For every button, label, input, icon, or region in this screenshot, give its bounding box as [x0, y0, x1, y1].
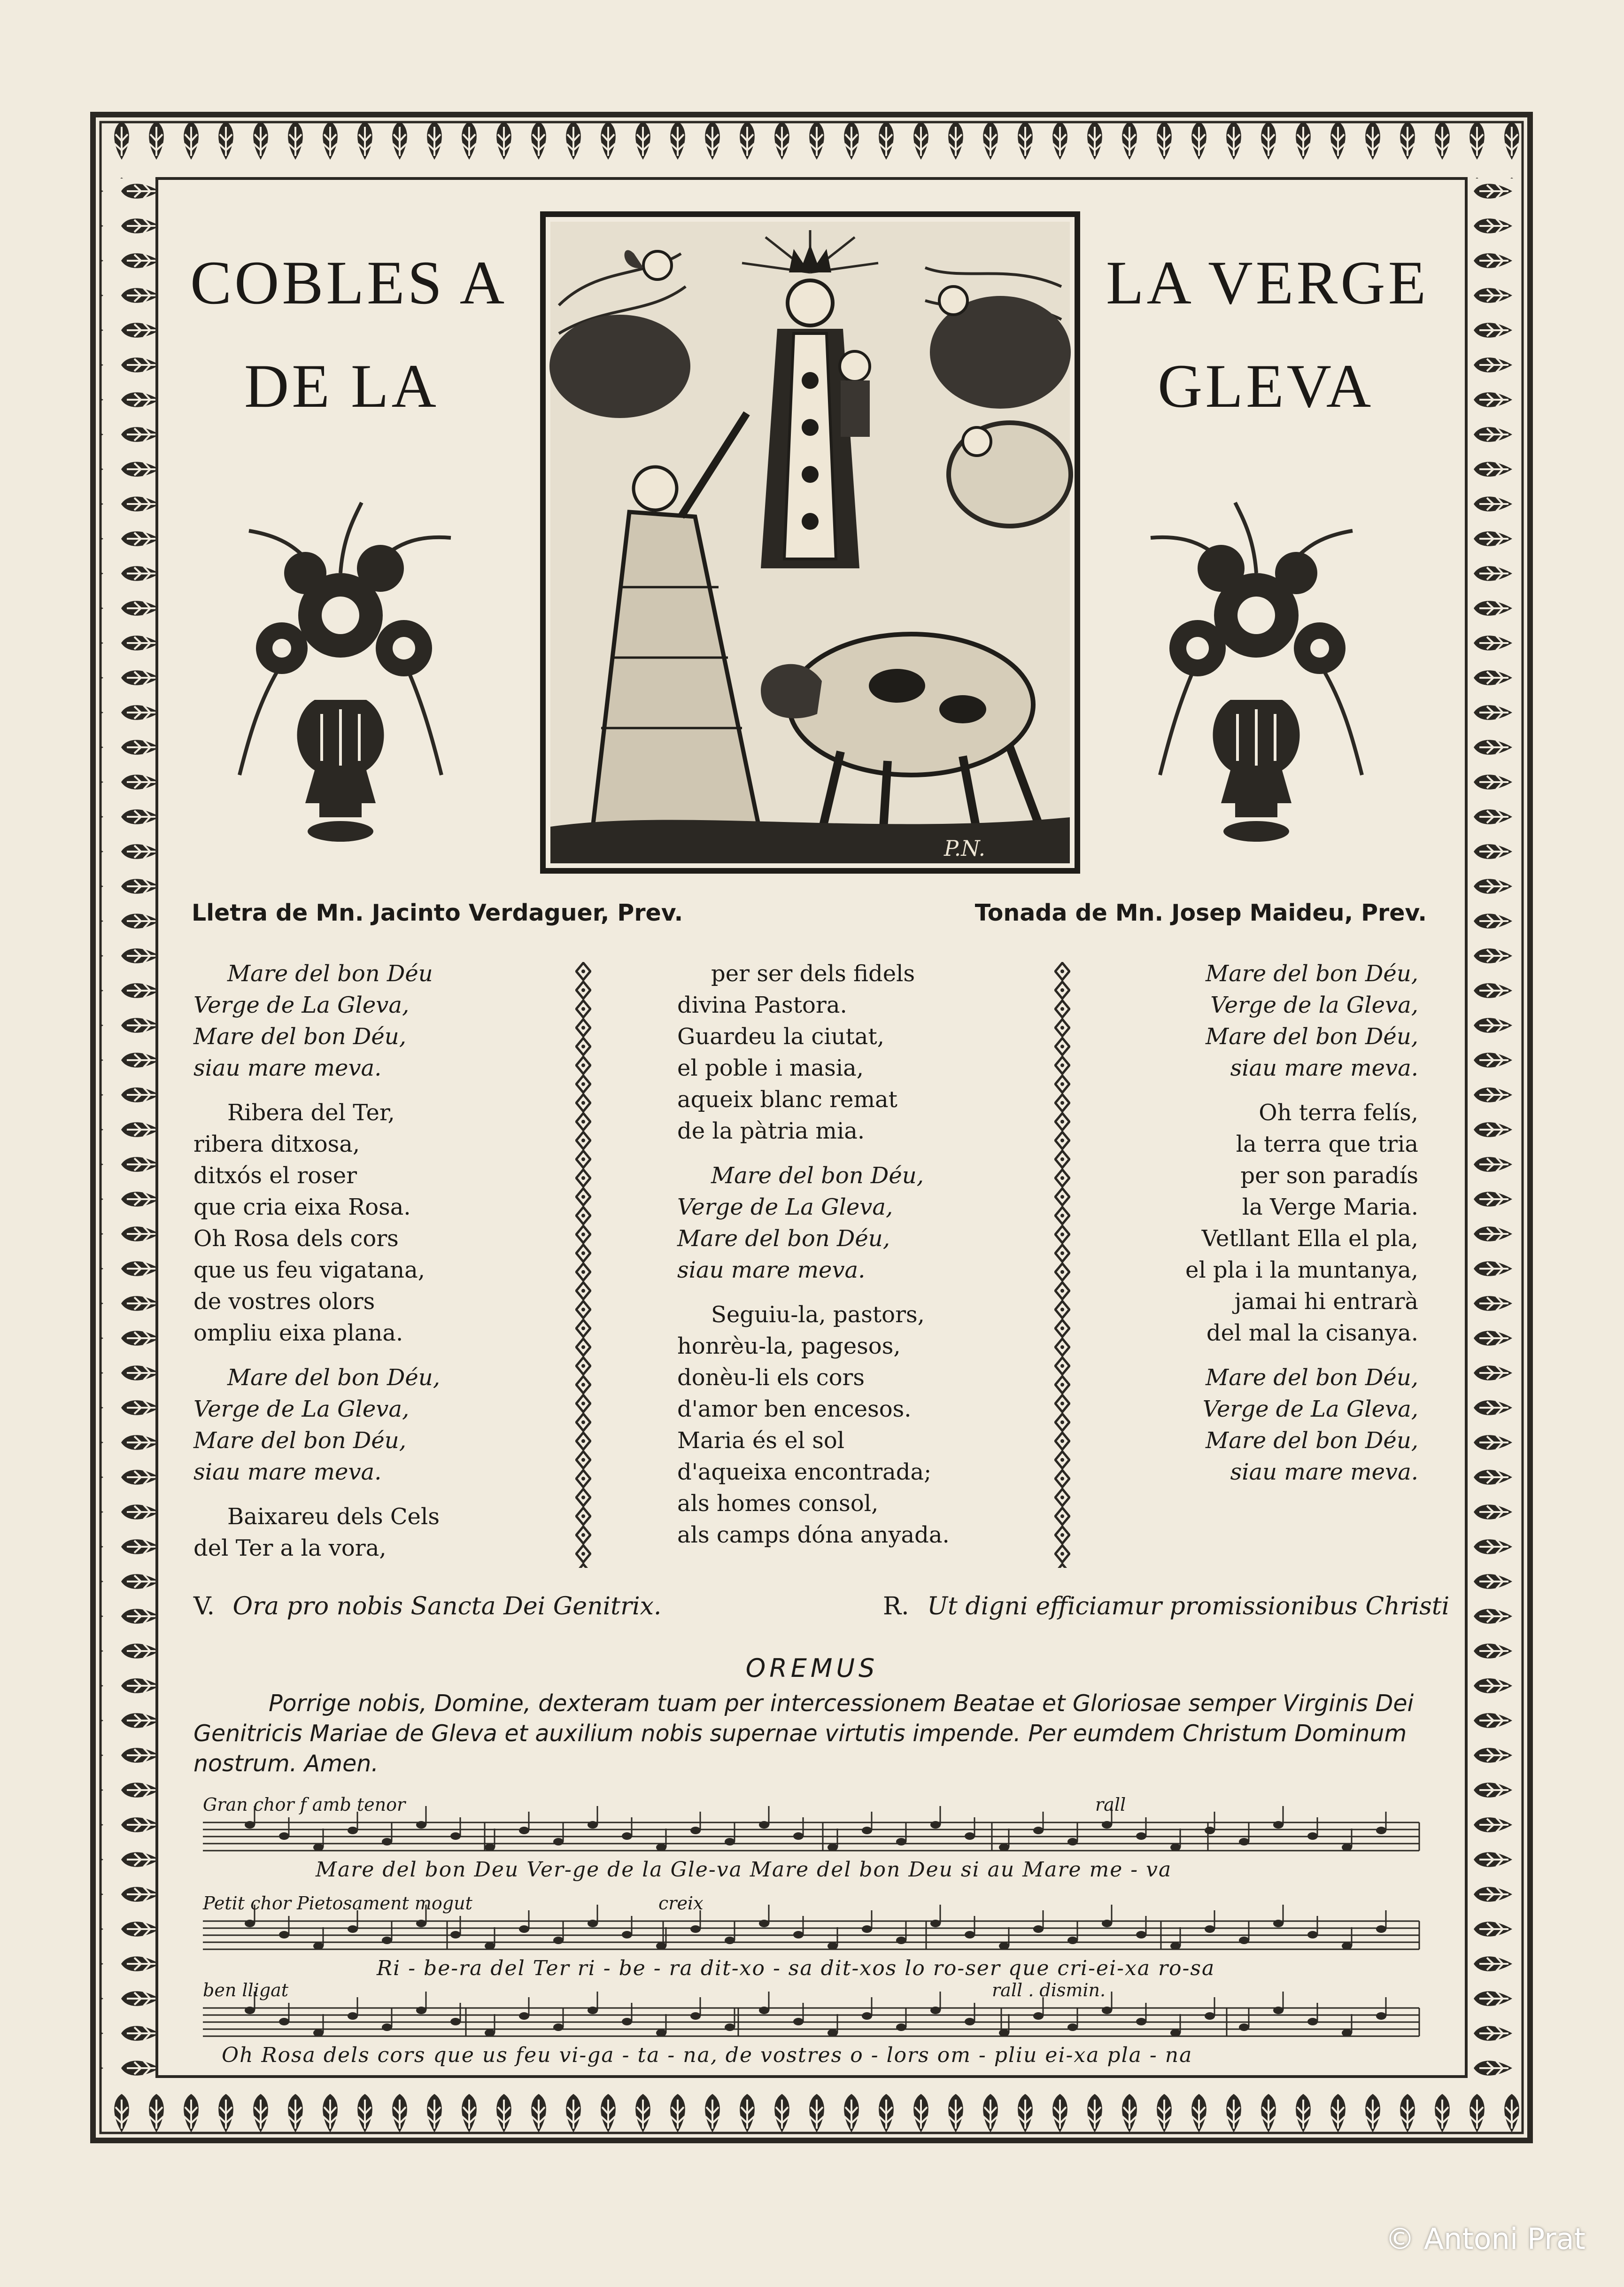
note-head	[485, 1844, 495, 1851]
note-head	[485, 2029, 495, 2037]
note-head	[827, 2029, 838, 2037]
verse-line: Mare del bon Déu,	[677, 1225, 890, 1252]
note-head	[1102, 1821, 1112, 1829]
virgin-woodcut-image	[540, 211, 1080, 874]
note-head	[1205, 1827, 1215, 1834]
note-head	[793, 1832, 804, 1840]
verse-line: Verge de La Gleva,	[677, 1194, 893, 1220]
staff-1-label: Gran chor f amb tenor	[203, 1794, 406, 1815]
note-head	[279, 1832, 289, 1840]
column-divider-right	[1054, 962, 1070, 1568]
verse-line: Mare del bon Déu,	[711, 1163, 924, 1189]
note-head	[1033, 1925, 1044, 1933]
verse-line: el pla i la muntanya,	[1185, 1257, 1418, 1283]
note-head	[862, 1925, 872, 1933]
note-head	[690, 1925, 701, 1933]
note-head	[656, 2029, 666, 2037]
title-line1-left: COBLES A	[190, 248, 508, 317]
verse-line: Mare del bon Déu,	[1206, 1364, 1418, 1391]
note-head	[1273, 1920, 1284, 1927]
verse-line: als homes consol,	[677, 1490, 879, 1517]
verse-line: Verge de la Gleva,	[1210, 992, 1418, 1018]
note-head	[348, 2012, 358, 2020]
copyright-watermark: © Antoni Prat	[1385, 2222, 1585, 2256]
verse-line: del Ter a la vora,	[193, 1535, 387, 1561]
verse-line: jamai hi entrarà	[1234, 1288, 1418, 1315]
verse-column-right	[1155, 958, 1418, 1501]
note-head	[1205, 2012, 1215, 2020]
staff-2-lyrics: Ri - be-ra del Ter ri - be - ra dit-xo - sa dit-xos lo ro-ser que cri-ei-xa ro-sa	[377, 1956, 1215, 1980]
verse-line: d'amor ben encesos.	[677, 1396, 912, 1422]
note-head	[690, 2012, 701, 2020]
note-head	[759, 1821, 769, 1829]
note-head	[1376, 1925, 1386, 1933]
note-head	[896, 2023, 906, 2031]
note-head	[313, 2029, 324, 2037]
note-head	[485, 1942, 495, 1950]
note-head	[793, 2018, 804, 2025]
note-head	[1033, 2012, 1044, 2020]
verse-line: la Verge Maria.	[1242, 1194, 1418, 1220]
note-head	[965, 1832, 975, 1840]
note-head	[690, 1827, 701, 1834]
note-head	[930, 2007, 941, 2014]
response-text: Ut digni efficiamur promissionibus Christi	[927, 1592, 1450, 1620]
note-head	[656, 1844, 666, 1851]
refrain-stanza	[1155, 1362, 1418, 1488]
verse-line: d'aqueixa encontrada;	[677, 1459, 932, 1485]
title-line2-right: GLEVA	[1158, 351, 1374, 420]
note-head	[1136, 1931, 1146, 1938]
verse-line: honrèu-la, pagesos,	[677, 1333, 901, 1359]
refrain-stanza	[193, 1362, 560, 1488]
note-head	[1067, 1937, 1078, 1944]
staff-1-lyrics: Mare del bon Deu Ver-ge de la Gle-va Mare del bon Deu si au Mare me - va	[316, 1858, 1172, 1882]
note-head	[896, 1838, 906, 1845]
verse-line: Mare del bon Déu,	[1206, 1427, 1418, 1454]
verse-stanza	[193, 1501, 560, 1564]
note-head	[382, 1937, 392, 1944]
note-head	[553, 1937, 564, 1944]
note-head	[1307, 2018, 1318, 2025]
note-head	[382, 2023, 392, 2031]
staff-3-label: ben lligat	[203, 1980, 289, 2000]
title-line2-left: DE LA	[244, 351, 439, 420]
verse-line: Baixareu dels Cels	[227, 1504, 440, 1530]
verse-line: aqueix blanc remat	[677, 1086, 897, 1113]
note-head	[1170, 1844, 1181, 1851]
note-head	[622, 1931, 632, 1938]
note-head	[656, 1942, 666, 1950]
note-head	[313, 1844, 324, 1851]
note-head	[279, 1931, 289, 1938]
note-head	[1273, 1821, 1284, 1829]
versicle-text: Ora pro nobis Sancta Dei Genitrix.	[232, 1592, 662, 1620]
note-head	[1342, 2029, 1352, 2037]
verse-line: Mare del bon Déu,	[1206, 1023, 1418, 1050]
note-head	[348, 1827, 358, 1834]
verse-line: el poble i masia,	[677, 1055, 864, 1081]
music-staff-2	[193, 1893, 1426, 1987]
note-head	[1205, 1925, 1215, 1933]
note-head	[1136, 1832, 1146, 1840]
verse-line: Mare del bon Déu	[227, 961, 433, 987]
verse-stanza	[1155, 1097, 1418, 1349]
verse-line: siau mare meva.	[193, 1459, 382, 1485]
note-head	[450, 1832, 461, 1840]
note-head	[965, 2018, 975, 2025]
response	[883, 1592, 1449, 1620]
note-head	[1102, 2007, 1112, 2014]
verse-line: donèu-li els cors	[677, 1364, 865, 1391]
music-staff-3	[193, 1980, 1426, 2074]
verse-line: Verge de La Gleva,	[193, 992, 410, 1018]
music-staff-1	[193, 1794, 1426, 1888]
verse-line: ribera ditxosa,	[193, 1131, 360, 1157]
note-head	[1273, 2007, 1284, 2014]
note-head	[519, 2012, 529, 2020]
note-head	[279, 2018, 289, 2025]
woodcut-signature: P.N.	[944, 836, 986, 861]
note-head	[930, 1821, 941, 1829]
refrain-stanza	[677, 1160, 1034, 1286]
note-head	[1136, 2018, 1146, 2025]
note-head	[1239, 1838, 1249, 1845]
note-head	[1239, 1937, 1249, 1944]
column-divider-left	[575, 962, 591, 1568]
staff-2-label: Petit chor Pietosament mogut	[203, 1893, 472, 1914]
verse-line: Seguiu-la, pastors,	[711, 1302, 925, 1328]
note-head	[622, 2018, 632, 2025]
note-head	[553, 2023, 564, 2031]
note-head	[553, 1838, 564, 1845]
verse-line: Ribera del Ter,	[227, 1100, 395, 1126]
lyrics-credit: Lletra de Mn. Jacinto Verdaguer, Prev.	[192, 899, 683, 926]
note-head	[862, 1827, 872, 1834]
title-line1-right: LA VERGE	[1106, 248, 1429, 317]
versicle-label: V.	[193, 1592, 215, 1620]
note-head	[999, 1942, 1009, 1950]
refrain-stanza	[1155, 958, 1418, 1084]
note-head	[1102, 1920, 1112, 1927]
verse-line: Mare del bon Déu,	[193, 1023, 406, 1050]
verse-line: Guardeu la ciutat,	[677, 1023, 884, 1050]
note-head	[245, 1920, 255, 1927]
note-head	[725, 2023, 735, 2031]
verse-line: ompliu eixa plana.	[193, 1320, 403, 1346]
verse-line: de vostres olors	[193, 1288, 375, 1315]
staff-3-lyrics: Oh Rosa dels cors que us feu vi-ga - ta - na, de vostres o - lors om - pliu ei-xa pla - na	[222, 2043, 1193, 2067]
response-label: R.	[883, 1592, 909, 1620]
music-credit: Tonada de Mn. Josep Maideu, Prev.	[974, 899, 1427, 926]
verse-line: per son paradís	[1240, 1163, 1418, 1189]
note-head	[759, 2007, 769, 2014]
verse-line: Mare del bon Déu,	[227, 1364, 440, 1391]
note-head	[1170, 2029, 1181, 2037]
verse-line: ditxós el roser	[193, 1163, 357, 1189]
note-head	[1067, 1838, 1078, 1845]
note-head	[416, 2007, 426, 2014]
note-head	[519, 1827, 529, 1834]
note-head	[1239, 2023, 1249, 2031]
note-head	[725, 1937, 735, 1944]
note-head	[1342, 1844, 1352, 1851]
flower-vase-left-image	[221, 493, 465, 850]
verse-line: als camps dóna anyada.	[677, 1522, 950, 1548]
note-head	[348, 1925, 358, 1933]
verse-line: la terra que tria	[1236, 1131, 1418, 1157]
staff-2-mark: creix	[658, 1893, 704, 1914]
oremus-heading: OREMUS	[745, 1653, 879, 1683]
note-head	[896, 1937, 906, 1944]
verse-line: Maria és el sol	[677, 1427, 845, 1454]
verse-line: Verge de La Gleva,	[193, 1396, 410, 1422]
note-head	[1307, 1832, 1318, 1840]
verse-line: siau mare meva.	[1230, 1459, 1418, 1485]
refrain-stanza	[193, 958, 560, 1084]
note-head	[588, 1920, 598, 1927]
verse-line: Vetllant Ella el pla,	[1201, 1225, 1418, 1252]
note-head	[930, 1920, 941, 1927]
note-head	[862, 2012, 872, 2020]
verse-line: del mal la cisanya.	[1206, 1320, 1418, 1346]
note-head	[1342, 1942, 1352, 1950]
verse-line: que cria eixa Rosa.	[193, 1194, 411, 1220]
verse-line: per ser dels fidels	[711, 961, 915, 987]
verse-line: Mare del bon Déu,	[1206, 961, 1418, 987]
verse-line: divina Pastora.	[677, 992, 847, 1018]
note-head	[245, 1821, 255, 1829]
note-head	[759, 1920, 769, 1927]
note-head	[519, 1925, 529, 1933]
verse-line: Verge de La Gleva,	[1202, 1396, 1418, 1422]
verse-line: de la pàtria mia.	[677, 1118, 865, 1144]
note-head	[793, 1931, 804, 1938]
verse-stanza	[677, 958, 1034, 1147]
note-head	[725, 1838, 735, 1845]
note-head	[416, 1821, 426, 1829]
flower-vase-right-image	[1137, 493, 1381, 850]
note-head	[450, 2018, 461, 2025]
note-head	[1376, 2012, 1386, 2020]
note-head	[827, 1942, 838, 1950]
note-head	[622, 1832, 632, 1840]
note-head	[1033, 1827, 1044, 1834]
verse-line: siau mare meva.	[193, 1055, 382, 1081]
verse-line: Mare del bon Déu,	[193, 1427, 406, 1454]
note-head	[827, 1844, 838, 1851]
verse-column-middle	[677, 958, 1034, 1564]
note-head	[1067, 2023, 1078, 2031]
verse-line: siau mare meva.	[677, 1257, 866, 1283]
note-head	[965, 1931, 975, 1938]
verse-stanza	[677, 1299, 1034, 1551]
note-head	[1376, 1827, 1386, 1834]
staff-1-mark: rall	[1095, 1794, 1126, 1815]
verse-line: que us feu vigatana,	[193, 1257, 425, 1283]
versicle	[193, 1592, 661, 1620]
note-head	[999, 2029, 1009, 2037]
note-head	[245, 2007, 255, 2014]
note-head	[999, 1844, 1009, 1851]
verse-line: Oh terra felís,	[1259, 1100, 1418, 1126]
note-head	[588, 2007, 598, 2014]
note-head	[313, 1942, 324, 1950]
verse-line: Oh Rosa dels cors	[193, 1225, 399, 1252]
verse-stanza	[193, 1097, 560, 1349]
staff-3-mark: rall . dismin.	[992, 1980, 1106, 2000]
note-head	[1307, 1931, 1318, 1938]
note-head	[1170, 1942, 1181, 1950]
note-head	[588, 1821, 598, 1829]
verse-line: siau mare meva.	[1230, 1055, 1418, 1081]
oremus-prayer-text: Porrige nobis, Domine, dexteram tuam per intercessionem Beatae et Gloriosae semper Virginis Dei Genitricis Mariae de Gleva et auxilium nobis supernae virtutis impende. Per eumdem Christum Dominum nostrum. Amen.	[193, 1690, 1414, 1777]
note-head	[416, 1920, 426, 1927]
note-head	[450, 1931, 461, 1938]
note-head	[382, 1838, 392, 1845]
verse-column-left	[193, 958, 560, 1577]
